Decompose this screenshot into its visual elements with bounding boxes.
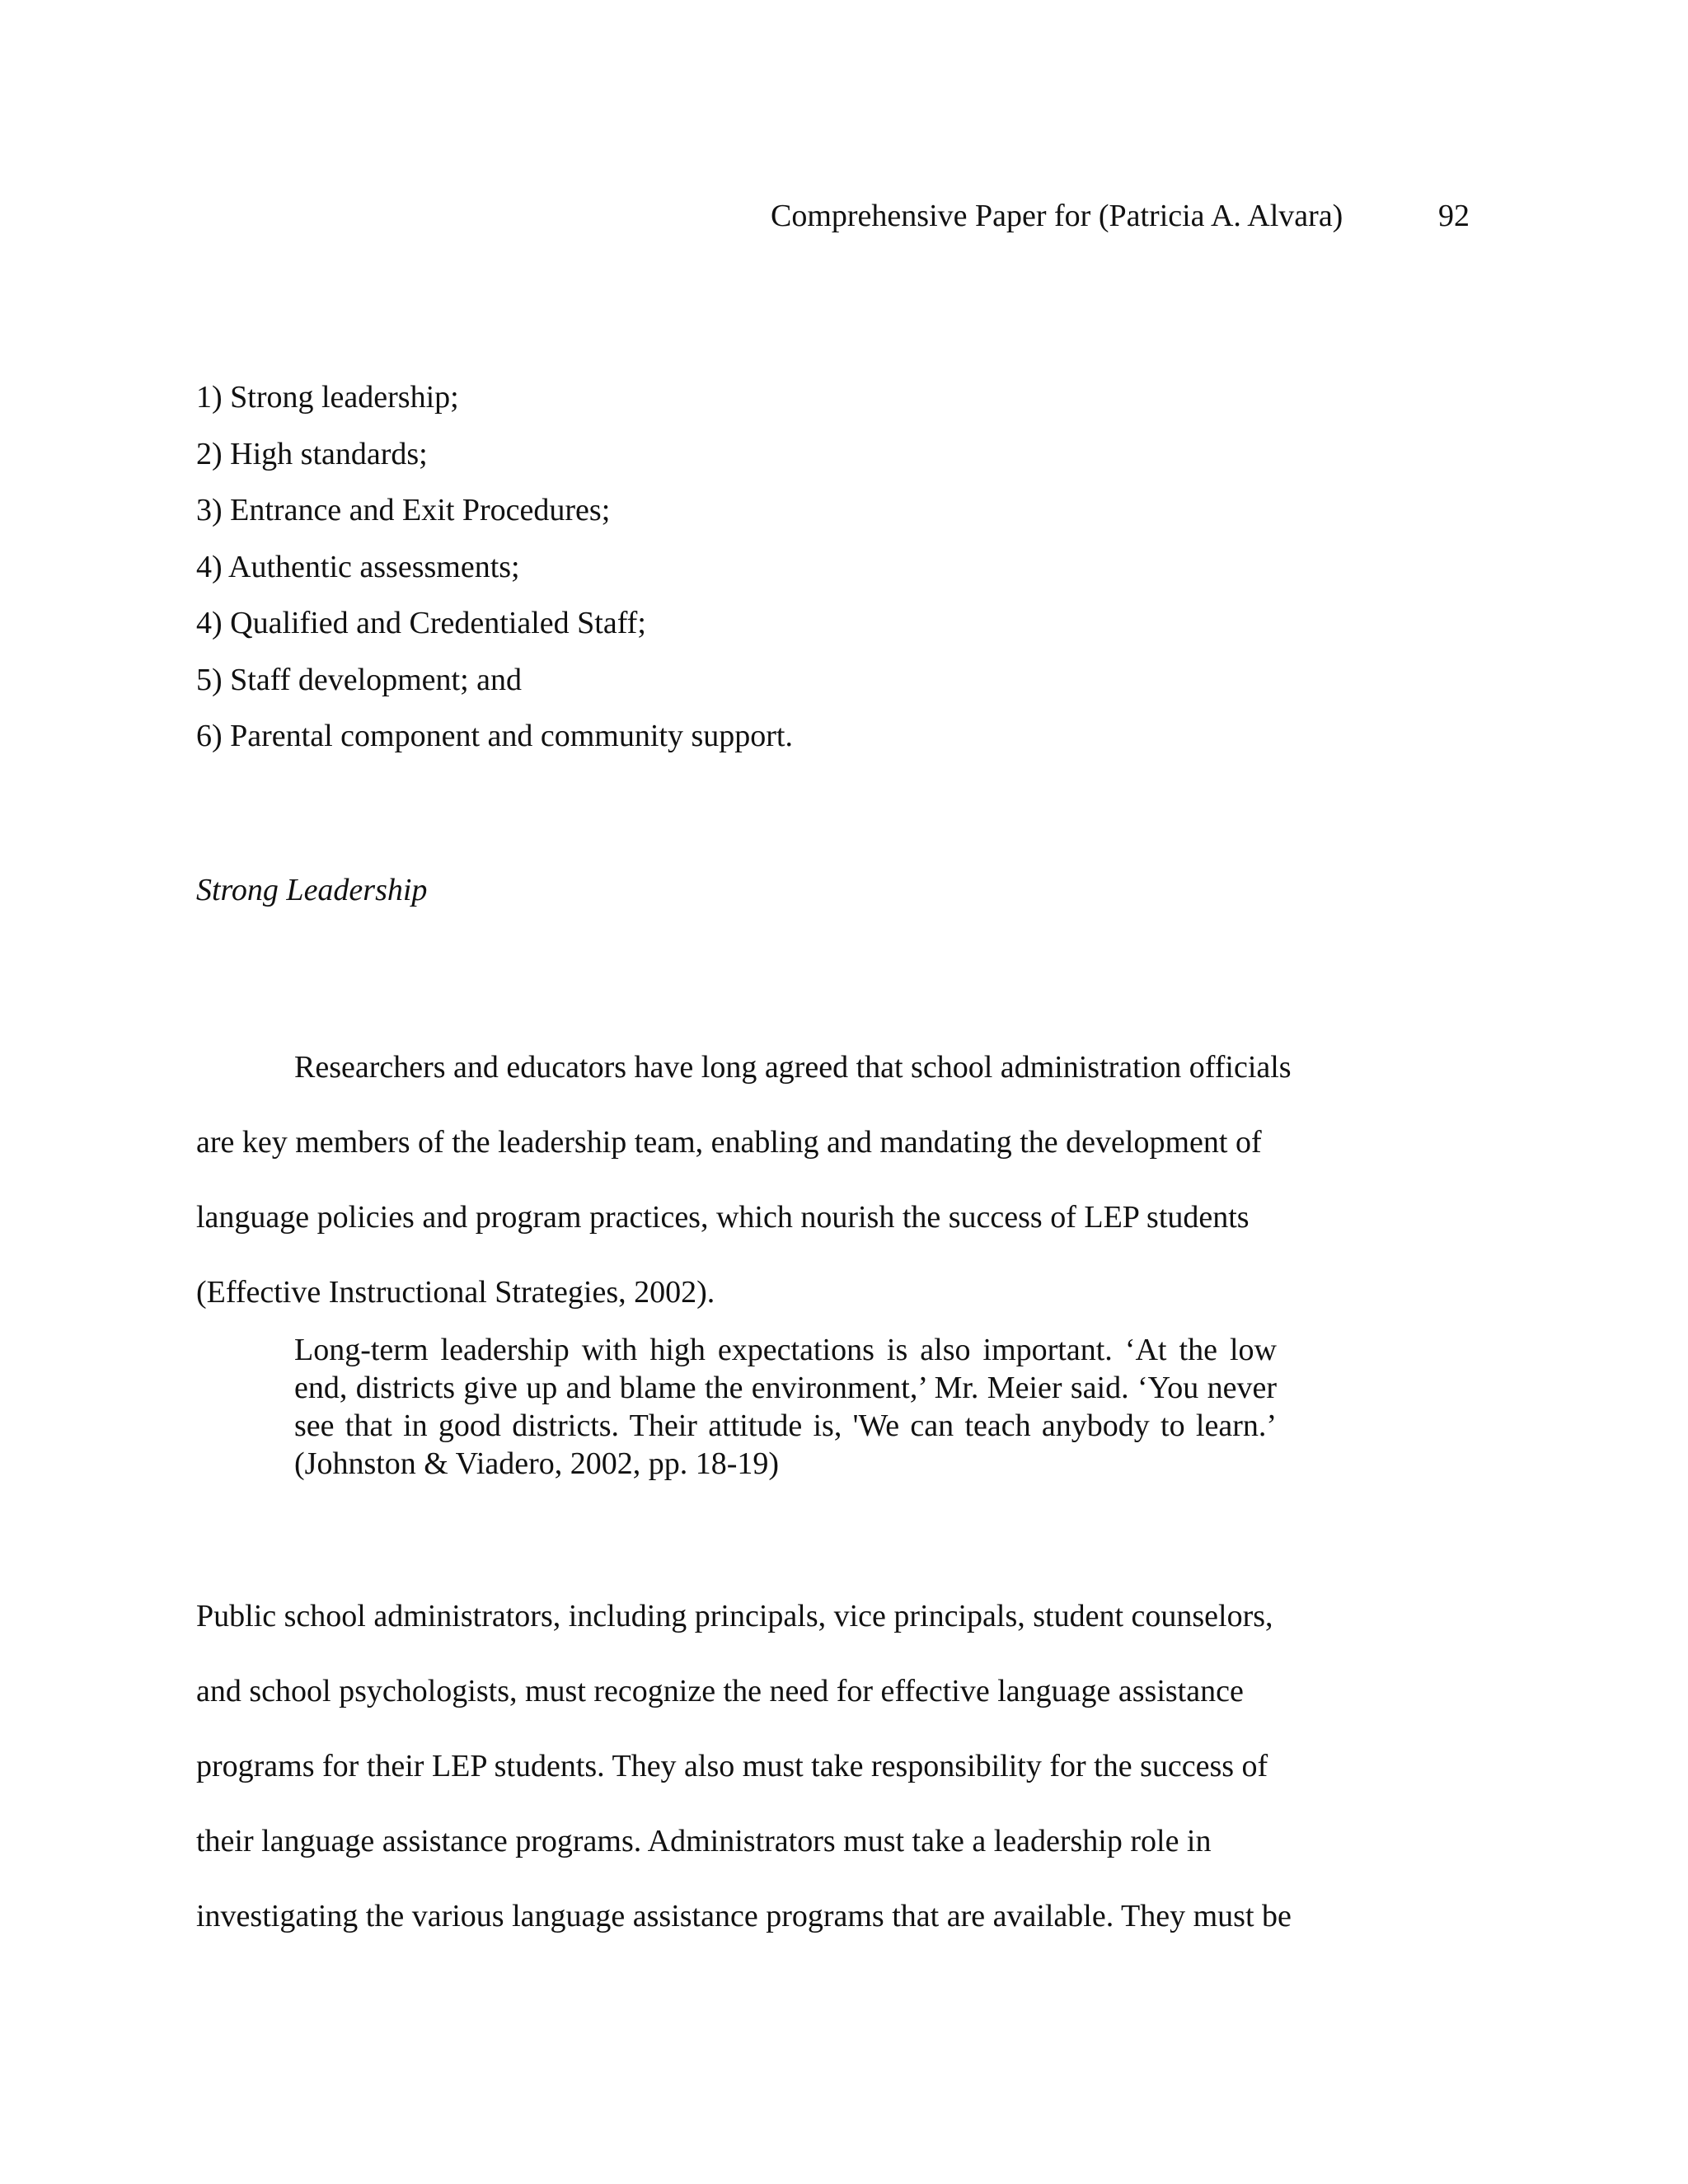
body-paragraph-2 [196, 1579, 1350, 1954]
list-item: 4) Authentic assessments; [196, 549, 520, 584]
list-item: 4) Qualified and Credentialed Staff; [196, 606, 646, 640]
paragraph-line: Public school administrators, including principals, vice principals, student counselors, [196, 1599, 1273, 1633]
paragraph-line: and school psychologists, must recognize the need for effective language assistance [196, 1674, 1244, 1708]
paragraph-line: Researchers and educators have long agreed that school administration officials [294, 1050, 1292, 1085]
component-list [196, 369, 793, 765]
running-header [771, 195, 1470, 237]
body-paragraph-1 [196, 1030, 1350, 1330]
list-item: 1) Strong leadership; [196, 380, 459, 415]
list-item: 2) High standards; [196, 436, 428, 471]
running-title: Comprehensive Paper for (Patricia A. Alvara) [771, 199, 1343, 233]
page-number: 92 [1438, 199, 1470, 233]
paragraph-line: their language assistance programs. Administrators must take a leadership role in [196, 1824, 1212, 1858]
list-item: 5) Staff development; and [196, 662, 523, 697]
paragraph-line: programs for their LEP students. They also must take responsibility for the success of [196, 1749, 1268, 1783]
paragraph-line: investigating the various language assistance programs that are available. They must be [196, 1899, 1292, 1933]
paragraph-line: language policies and program practices, which nourish the success of LEP students [196, 1200, 1250, 1235]
paragraph-line: (Effective Instructional Strategies, 2002). [196, 1275, 715, 1310]
block-quote: Long-term leadership with high expectations is also important. ‘At the low end, districts give up and blame the environment,’ Mr. Meier said. ‘You never see that in good districts. Their attitude is, 'We can teach anybody to learn.’ (Johnston & Viadero, 2002, pp. 18-19) [294, 1333, 1277, 1481]
list-item: 6) Parental component and community support. [196, 719, 793, 753]
section-heading: Strong Leadership [196, 873, 428, 907]
paragraph-line: are key members of the leadership team, enabling and mandating the development of [196, 1125, 1262, 1160]
list-item: 3) Entrance and Exit Procedures; [196, 493, 611, 527]
